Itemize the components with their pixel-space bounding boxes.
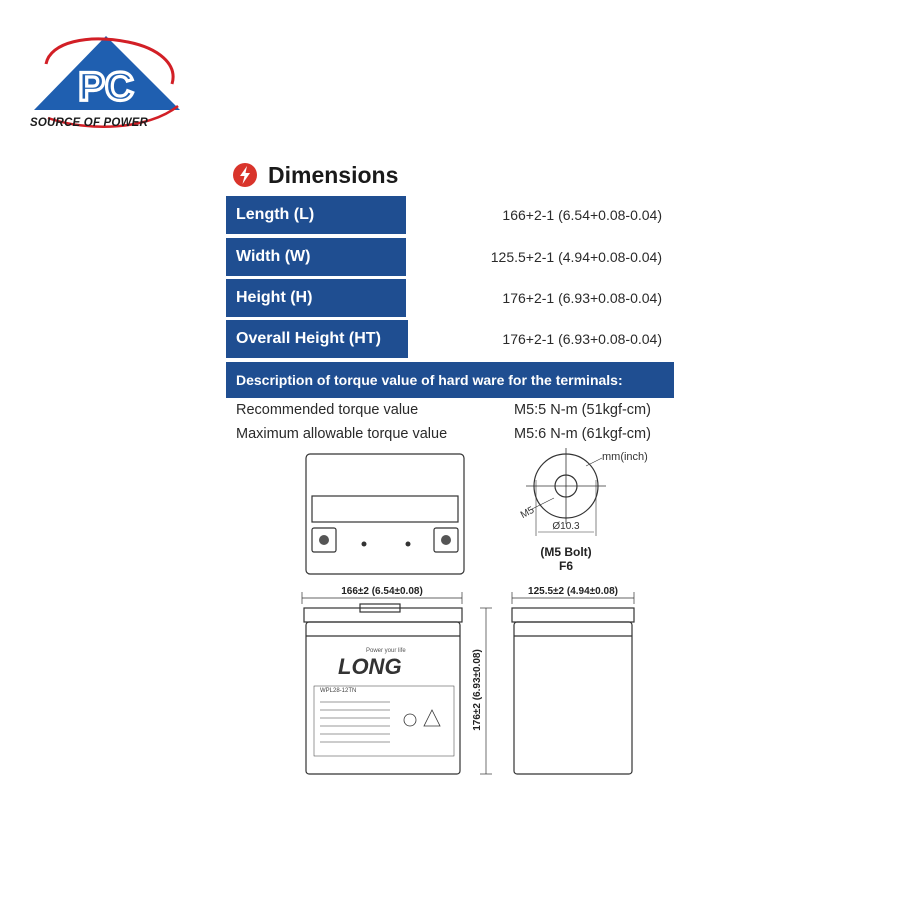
- unit-note: mm(inch): [602, 451, 648, 463]
- torque-label: Recommended torque value: [236, 402, 419, 418]
- dimensions-heading: [232, 158, 398, 192]
- power-warning-icon: [232, 162, 258, 188]
- bolt-thread-label: M5: [518, 504, 537, 521]
- brand-tagline: Power your life: [366, 648, 406, 654]
- dimension-value: 176+2-1 (6.93+0.08-0.04): [502, 331, 662, 347]
- terminal-code: F6: [558, 559, 574, 573]
- torque-value: M5:6 N-m (61kgf-cm): [514, 426, 651, 442]
- torque-banner: Description of torque value of hard ware for the terminals:: [226, 362, 674, 398]
- bolt-caption: (M5 Bolt): [540, 545, 592, 559]
- torque-label: Maximum allowable torque value: [236, 426, 448, 442]
- dimension-label: Length (L): [226, 196, 406, 234]
- dimension-value: 125.5+2-1 (4.94+0.08-0.04): [490, 249, 662, 265]
- front-width-label: 166±2 (6.54±0.08): [341, 586, 423, 597]
- dimension-row-height: [226, 279, 666, 317]
- dimension-row-overall-height: [226, 320, 666, 358]
- torque-row-recommended: [236, 402, 666, 424]
- dimension-label: Height (H): [226, 279, 406, 317]
- torque-value: M5:5 N-m (51kgf-cm): [514, 402, 651, 418]
- dimension-row-length: [226, 196, 666, 234]
- side-width-label: 125.5±2 (4.94±0.08): [528, 586, 618, 597]
- logo-initials: PC: [78, 65, 134, 109]
- dimension-row-width: [226, 238, 666, 276]
- model-label: WPL28-12TN: [320, 688, 357, 694]
- dimension-value: 166+2-1 (6.54+0.08-0.04): [502, 207, 662, 223]
- logo-tagline: SOURCE OF POWER: [30, 117, 149, 129]
- brand-logo: LONG: [338, 654, 402, 679]
- bolt-diameter-label: Ø10.3: [552, 521, 580, 532]
- battery-technical-drawing: [290, 440, 690, 790]
- dimension-label: Width (W): [226, 238, 406, 276]
- dimension-label: Overall Height (HT): [226, 320, 408, 358]
- top-view: [306, 454, 464, 574]
- page-title: Dimensions: [268, 161, 399, 188]
- side-view: [512, 608, 634, 774]
- height-label: 176±2 (6.93±0.08): [472, 649, 483, 731]
- dimension-value: 176+2-1 (6.93+0.08-0.04): [502, 290, 662, 306]
